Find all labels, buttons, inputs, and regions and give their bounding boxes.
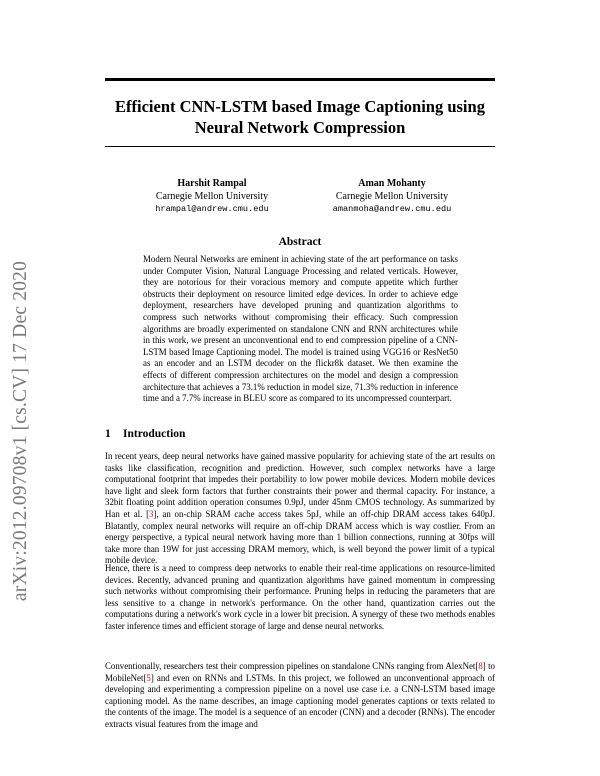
intro-paragraph-2: Hence, there is a need to compress deep networks to enable their real-time applications on resource-limited devices. Recently, advanced pruning and quantization algorithms have gained momentum in compressing such networks without compromising their performance. Pruning helps in reducing the parameters that are less sensitive to a change in network's performance. On the other hand, quantization carries out the computations during a network's work cycle in a lower bit precision. A synergy of these two methods enables faster inference times and efficient storage of large and dense neural networks. [105,563,495,631]
section-title: Introduction [123,428,186,440]
intro-paragraph-3 [105,661,495,731]
author-affiliation: Carnegie Mellon University [155,190,269,202]
title-rule-bottom [105,146,495,147]
author-name: Harshit Rampal [177,178,247,189]
arxiv-stamp: arXiv:2012.09708v1 [cs.CV] 17 Dec 2020 [10,260,31,602]
author-affiliation: Carnegie Mellon University [335,190,449,202]
citation-link[interactable]: 5 [146,672,151,683]
intro-paragraph-1 [105,451,495,567]
paragraph-text: Conventionally, researchers test their compression pipelines on standalone CNNs ranging from AlexNet[ [105,661,479,671]
paragraph-text: In recent years, deep neural networks have gained massive popularity for achieving state of the art results on tasks like classification, recognition and prediction. However, such complex networks have a large computational footprint that impedes their portability to low power mobile devices. Modern mobile devices have light and sleek form factors that further constraints their power and thermal capacity. For instance, a 32bit floating point addition operation consumes 0.9pJ, under 45nm CMOS technology. As summarized by Han et al. [ [105,451,495,519]
section-number: 1 [105,428,111,440]
abstract-text: Modern Neural Networks are eminent in achieving state of the art performance on tasks under Computer Vision, Natural Language Processing and related verticals. However, they are notorious for their voracious memory and compute appetite which further obstructs their deployment on resource limited edge devices. In order to achieve edge deployment, researchers have developed pruning and quantization algorithms to compress such networks without compromising their efficacy. Such compression algorithms are broadly experimented on standalone CNN and RNN architectures while in this work, we present an unconventional end to end compression pipeline of a CNN-LSTM based Image Captioning model. The model is trained using VGG16 or ResNet50 as an encoder and an LSTM decoder on the flickr8k dataset. We then examine the effects of different compression architectures on the model and design a compression architecture that achieves a 73.1% reduction in model size, 71.3% reduction in inference time and a 7.7% increase in BLEU score as compared to its uncompressed counterpart. [143,254,458,404]
title-rule-top [105,78,495,81]
paragraph-text: ] to MobileNet[ [105,661,495,683]
author-2 [292,178,492,216]
author-email: hrampal@andrew.cmu.edu [155,204,269,214]
abstract-heading: Abstract [278,236,322,248]
author-1 [112,178,312,216]
author-name: Aman Mohanty [358,178,426,189]
paper-title: Efficient CNN-LSTM based Image Captioning using Neural Network Compression [115,97,485,137]
section-heading-introduction [105,428,185,440]
citation-link[interactable]: 3 [149,508,154,519]
citation-link[interactable]: 8 [478,661,483,671]
author-email: amanmoha@andrew.cmu.edu [332,204,452,214]
paragraph-text: ], an on-chip SRAM cache access takes 5pJ, while an off-chip DRAM access takes 640pJ. Blatantly, complex neural networks will require an off-chip DRAM access which is way costlier. From an energy perspective, a typical neural network having more than 1 billion connections, running at 30fps will take more than 19W for just accessing DRAM memory, which, is well beyond the power limit of a typical mobile device. [105,508,495,566]
paragraph-text: ] and even on RNNs and LSTMs. In this project, we followed an unconventional approach of developing and experimenting a compression pipeline on a novel use case i.e. a CNN-LSTM based image captioning model. As the name describes, an image captioning model generates captions or texts related to the contents of the image. The model is a sequence of an encoder (CNN) and a decoder (RNNs). The encoder extracts visual features from the image and [105,672,495,729]
